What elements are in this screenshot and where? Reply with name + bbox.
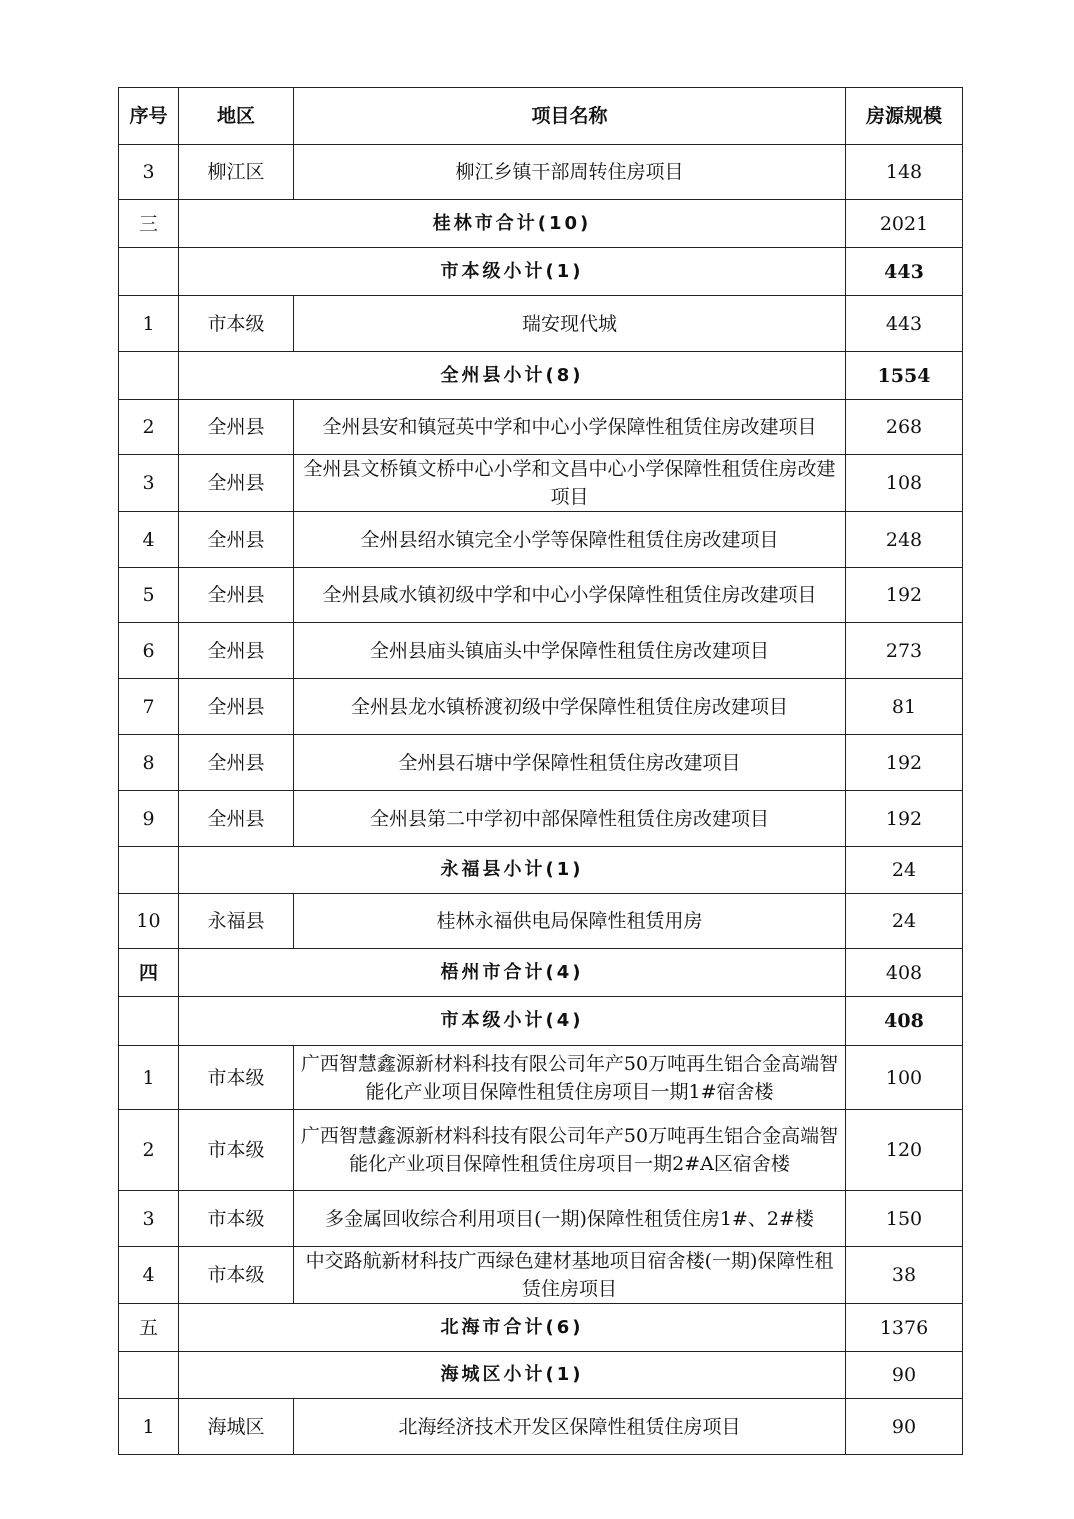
row-project-name: 多金属回收综合利用项目(一期)保障性租赁住房1#、2#楼 <box>294 1191 846 1247</box>
row-region: 全州县 <box>179 791 294 847</box>
row-index: 9 <box>119 791 179 847</box>
row-housing-count: 268 <box>846 400 963 455</box>
row-region: 全州县 <box>179 568 294 623</box>
row-index: 2 <box>119 400 179 455</box>
row-index <box>119 847 179 894</box>
row-index: 1 <box>119 296 179 352</box>
row-index <box>119 1352 179 1399</box>
row-region: 市本级 <box>179 1191 294 1247</box>
table-row <box>119 400 963 455</box>
row-housing-count: 408 <box>846 949 963 997</box>
row-index: 三 <box>119 200 179 248</box>
row-housing-count: 148 <box>846 145 963 200</box>
table-row <box>119 623 963 679</box>
subtotal-label: 全州县小计(8) <box>179 352 846 400</box>
city-total-row <box>119 1304 963 1352</box>
row-housing-count: 150 <box>846 1191 963 1247</box>
row-housing-count: 408 <box>846 997 963 1046</box>
subtotal-label: 市本级小计(4) <box>179 997 846 1046</box>
row-region: 海城区 <box>179 1399 294 1455</box>
table-row <box>119 1046 963 1110</box>
row-housing-count: 81 <box>846 679 963 735</box>
row-project-name: 桂林永福供电局保障性租赁用房 <box>294 894 846 949</box>
row-index <box>119 248 179 296</box>
city-total-label: 梧州市合计(4) <box>179 949 846 997</box>
city-total-label: 桂林市合计(10) <box>179 200 846 248</box>
row-housing-count: 443 <box>846 296 963 352</box>
row-project-name: 全州县第二中学初中部保障性租赁住房改建项目 <box>294 791 846 847</box>
row-housing-count: 100 <box>846 1046 963 1110</box>
row-housing-count: 192 <box>846 735 963 791</box>
subtotal-row <box>119 352 963 400</box>
table-row <box>119 894 963 949</box>
subtotal-row <box>119 997 963 1046</box>
row-housing-count: 2021 <box>846 200 963 248</box>
row-index <box>119 352 179 400</box>
table-row <box>119 1399 963 1455</box>
row-region: 市本级 <box>179 1046 294 1110</box>
row-project-name: 全州县文桥镇文桥中心小学和文昌中心小学保障性租赁住房改建项目 <box>294 455 846 512</box>
table-row <box>119 679 963 735</box>
table-row <box>119 791 963 847</box>
row-housing-count: 1554 <box>846 352 963 400</box>
row-region: 永福县 <box>179 894 294 949</box>
city-total-row <box>119 949 963 997</box>
table-row <box>119 145 963 200</box>
city-total-label: 北海市合计(6) <box>179 1304 846 1352</box>
subtotal-row <box>119 248 963 296</box>
header-row <box>119 88 963 145</box>
subtotal-label: 海城区小计(1) <box>179 1352 846 1399</box>
row-index: 2 <box>119 1110 179 1191</box>
row-region: 柳江区 <box>179 145 294 200</box>
row-index: 五 <box>119 1304 179 1352</box>
row-housing-count: 120 <box>846 1110 963 1191</box>
row-project-name: 全州县龙水镇桥渡初级中学保障性租赁住房改建项目 <box>294 679 846 735</box>
row-project-name: 全州县石塘中学保障性租赁住房改建项目 <box>294 735 846 791</box>
table-row <box>119 296 963 352</box>
row-housing-count: 38 <box>846 1247 963 1304</box>
row-housing-count: 108 <box>846 455 963 512</box>
row-housing-count: 192 <box>846 568 963 623</box>
row-region: 市本级 <box>179 1110 294 1191</box>
row-index: 1 <box>119 1046 179 1110</box>
row-project-name: 瑞安现代城 <box>294 296 846 352</box>
row-housing-count: 1376 <box>846 1304 963 1352</box>
row-housing-count: 24 <box>846 894 963 949</box>
row-project-name: 中交路航新材科技广西绿色建材基地项目宿舍楼(一期)保障性租赁住房项目 <box>294 1247 846 1304</box>
row-project-name: 全州县绍水镇完全小学等保障性租赁住房改建项目 <box>294 512 846 568</box>
row-region: 全州县 <box>179 400 294 455</box>
header-index: 序号 <box>119 88 179 145</box>
row-housing-count: 248 <box>846 512 963 568</box>
table-row <box>119 568 963 623</box>
row-index: 1 <box>119 1399 179 1455</box>
subtotal-label: 永福县小计(1) <box>179 847 846 894</box>
row-index: 8 <box>119 735 179 791</box>
row-index: 3 <box>119 455 179 512</box>
row-project-name: 全州县庙头镇庙头中学保障性租赁住房改建项目 <box>294 623 846 679</box>
header-project-name: 项目名称 <box>294 88 846 145</box>
row-housing-count: 192 <box>846 791 963 847</box>
table-row <box>119 1191 963 1247</box>
row-region: 市本级 <box>179 1247 294 1304</box>
subtotal-row <box>119 1352 963 1399</box>
row-housing-count: 90 <box>846 1399 963 1455</box>
row-index: 10 <box>119 894 179 949</box>
row-project-name: 全州县咸水镇初级中学和中心小学保障性租赁住房改建项目 <box>294 568 846 623</box>
row-index: 5 <box>119 568 179 623</box>
row-housing-count: 90 <box>846 1352 963 1399</box>
row-housing-count: 24 <box>846 847 963 894</box>
row-housing-count: 273 <box>846 623 963 679</box>
row-project-name: 广西智慧鑫源新材料科技有限公司年产50万吨再生铝合金高端智能化产业项目保障性租赁住房项目一期2#A区宿舍楼 <box>294 1110 846 1191</box>
table-row <box>119 512 963 568</box>
row-project-name: 广西智慧鑫源新材料科技有限公司年产50万吨再生铝合金高端智能化产业项目保障性租赁住房项目一期1#宿舍楼 <box>294 1046 846 1110</box>
table-row <box>119 455 963 512</box>
city-total-row <box>119 200 963 248</box>
table-body <box>119 145 963 1455</box>
row-region: 全州县 <box>179 623 294 679</box>
header-housing-scale: 房源规模 <box>846 88 963 145</box>
project-table <box>118 87 963 1455</box>
row-index: 3 <box>119 1191 179 1247</box>
row-index: 4 <box>119 512 179 568</box>
row-region: 市本级 <box>179 296 294 352</box>
row-project-name: 柳江乡镇干部周转住房项目 <box>294 145 846 200</box>
row-index: 7 <box>119 679 179 735</box>
row-region: 全州县 <box>179 512 294 568</box>
row-index: 6 <box>119 623 179 679</box>
row-project-name: 全州县安和镇冠英中学和中心小学保障性租赁住房改建项目 <box>294 400 846 455</box>
row-index <box>119 997 179 1046</box>
table-row <box>119 1110 963 1191</box>
row-region: 全州县 <box>179 455 294 512</box>
row-region: 全州县 <box>179 735 294 791</box>
row-region: 全州县 <box>179 679 294 735</box>
row-index: 4 <box>119 1247 179 1304</box>
table-row <box>119 735 963 791</box>
row-index: 3 <box>119 145 179 200</box>
table-row <box>119 1247 963 1304</box>
row-project-name: 北海经济技术开发区保障性租赁住房项目 <box>294 1399 846 1455</box>
header-region: 地区 <box>179 88 294 145</box>
row-housing-count: 443 <box>846 248 963 296</box>
row-index: 四 <box>119 949 179 997</box>
subtotal-row <box>119 847 963 894</box>
subtotal-label: 市本级小计(1) <box>179 248 846 296</box>
